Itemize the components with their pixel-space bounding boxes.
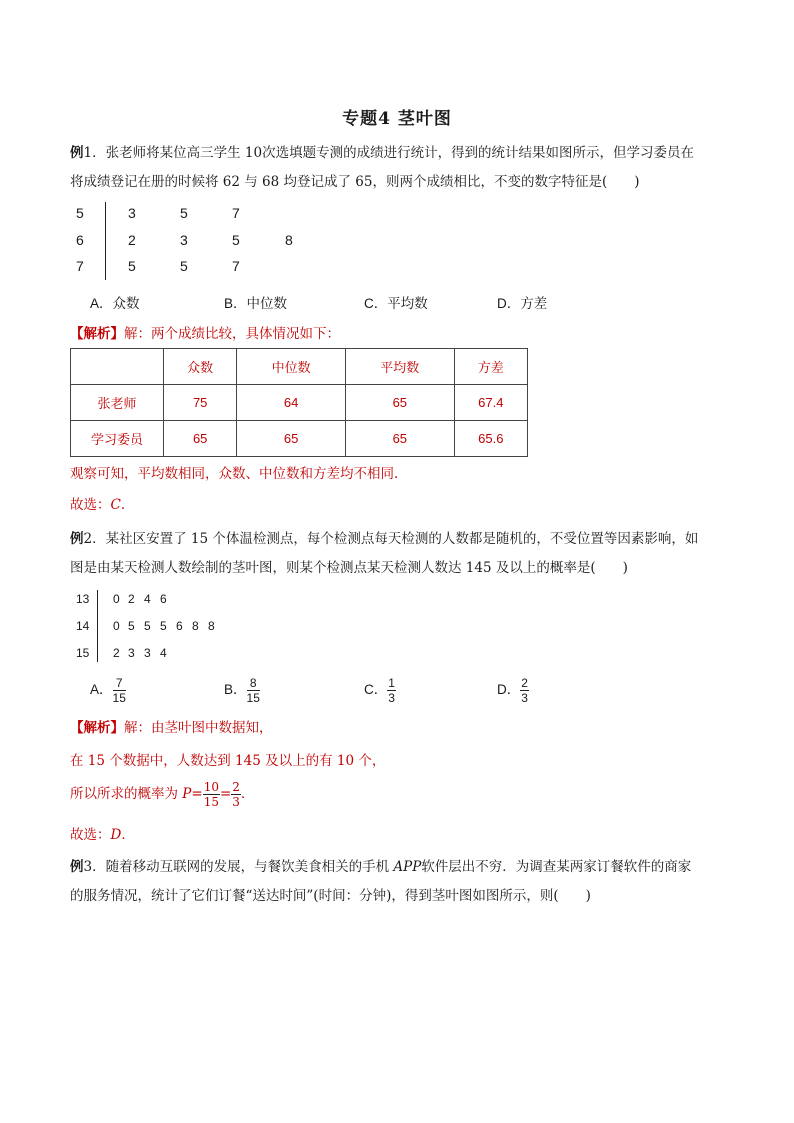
leaf: 4 <box>144 592 151 606</box>
table-cell: 65 <box>237 421 346 457</box>
table-header-cell: 众数 <box>164 349 237 385</box>
ex3-text1a: 随着移动互联网的发展，与餐饮美食相关的手机 <box>105 859 394 875</box>
leaf: 8 <box>192 619 199 633</box>
stem-divider <box>97 590 98 662</box>
stem: 7 <box>76 258 84 274</box>
ex2-analysis-line3: 在 15 个数据中，人数达到 145 及以上的有 10 个， <box>70 753 386 769</box>
line-suffix: ． <box>240 786 255 802</box>
option-label: C． <box>364 682 388 698</box>
app-term: APP <box>393 859 422 875</box>
table-header-cell: 平均数 <box>345 349 454 385</box>
leaf: 3 <box>180 232 188 248</box>
fraction-denominator: 3 <box>521 691 528 705</box>
table-cell: 65 <box>164 421 237 457</box>
ex3-text1b: 软件层出不穷．为调查某两家订餐软件的商家 <box>421 859 692 875</box>
probability-var: P <box>182 786 192 802</box>
leaf: 3 <box>128 205 136 221</box>
table-header-row <box>71 349 528 385</box>
ex1-option-a[interactable]: A．众数 <box>90 296 140 311</box>
equals-sign: = <box>219 786 232 802</box>
leaf: 8 <box>285 232 293 248</box>
ex1-question-line2: 将成绩登记在册的时候将 62 与 68 均登记成了 65，则两个成绩相比，不变的数字特征是( ) <box>70 174 640 190</box>
option-label: A． <box>90 682 113 698</box>
ex3-question-line1 <box>70 857 691 877</box>
ex2-text1: 某社区安置了 15 个体温检测点，每个检测点每天检测的人数都是随机的，不受位置等因素影响，如 <box>105 531 699 547</box>
table-cell: 65.6 <box>454 421 527 457</box>
fraction-numerator: 2 <box>521 676 528 690</box>
stem: 13 <box>76 592 90 606</box>
leaf: 7 <box>232 205 240 221</box>
fraction-denominator: 15 <box>112 691 126 705</box>
answer-letter: D <box>110 827 122 843</box>
leaf: 2 <box>113 646 120 660</box>
ex2-question-line2: 图是由某天检测人数绘制的茎叶图，则某个检测点某天检测人数达 145 及以上的概率是( ) <box>70 560 628 576</box>
probability-prefix: 所以所求的概率为 <box>70 786 183 802</box>
table-cell: 65 <box>345 421 454 457</box>
leaf: 0 <box>113 619 120 633</box>
table-cell: 学习委员 <box>71 421 164 457</box>
leaf: 0 <box>113 592 120 606</box>
leaf: 5 <box>180 205 188 221</box>
leaf: 5 <box>144 619 151 633</box>
answer-prefix: 故选： <box>70 827 111 843</box>
table-cell: 65 <box>345 385 454 421</box>
table-header-cell: 方差 <box>454 349 527 385</box>
analysis-tag: 【解析】 <box>70 326 124 342</box>
stem: 14 <box>76 619 90 633</box>
answer-letter: C <box>110 497 121 513</box>
ex3-number: 3． <box>83 859 106 875</box>
fraction-denominator: 15 <box>246 691 260 705</box>
table-cell: 张老师 <box>71 385 164 421</box>
leaf: 5 <box>180 258 188 274</box>
option-fraction <box>387 676 396 705</box>
table-header-cell <box>71 349 164 385</box>
option-fraction <box>113 676 126 705</box>
analysis-text: 解：由茎叶图中数据知， <box>124 720 273 736</box>
ex2-option-c[interactable] <box>364 676 396 705</box>
table-row <box>71 385 528 421</box>
answer-suffix: ． <box>120 497 135 513</box>
stem: 15 <box>76 646 90 660</box>
leaf: 2 <box>128 232 136 248</box>
stem-divider <box>105 202 106 280</box>
leaf: 5 <box>160 619 167 633</box>
leaf: 4 <box>160 646 167 660</box>
leaf: 5 <box>128 619 135 633</box>
leaf: 6 <box>176 619 183 633</box>
analysis-tag: 【解析】 <box>70 720 124 736</box>
leaf: 7 <box>232 258 240 274</box>
ex2-label: 例 <box>70 531 84 547</box>
fraction-numerator: 2 <box>232 780 240 794</box>
ex2-number: 2． <box>83 531 106 547</box>
ex1-option-d[interactable]: D．方差 <box>497 296 548 311</box>
option-label: D． <box>497 682 521 698</box>
ex1-option-b[interactable]: B．中位数 <box>224 296 288 311</box>
table-row <box>71 421 528 457</box>
fraction-numerator: 7 <box>113 676 126 691</box>
leaf: 2 <box>128 592 135 606</box>
ex3-question-line2: 的服务情况，统计了它们订餐“送达时间”(时间：分钟)，得到茎叶图如图所示，则( ) <box>70 888 591 904</box>
ex2-option-a[interactable] <box>90 676 126 705</box>
ex2-option-b[interactable] <box>224 676 260 705</box>
fraction-numerator: 10 <box>203 780 219 794</box>
fraction-denominator: 15 <box>203 795 219 809</box>
page-title: 专题4 茎叶图 <box>342 109 452 129</box>
stem: 6 <box>76 232 84 248</box>
ex2-analysis-line4 <box>70 780 254 809</box>
ex1-answer <box>70 495 134 515</box>
ex1-option-c[interactable]: C．平均数 <box>364 296 428 311</box>
leaf: 5 <box>232 232 240 248</box>
leaf: 5 <box>128 258 136 274</box>
table-cell: 64 <box>237 385 346 421</box>
option-label: B． <box>224 682 247 698</box>
table-cell: 75 <box>164 385 237 421</box>
fraction-denominator: 3 <box>388 691 395 705</box>
stem: 5 <box>76 205 84 221</box>
ex3-label: 例 <box>70 859 84 875</box>
fraction-numerator: 8 <box>247 676 260 691</box>
option-fraction <box>247 676 260 705</box>
ex1-question-line1 <box>70 143 694 163</box>
table-cell: 67.4 <box>454 385 527 421</box>
leaf: 3 <box>128 646 135 660</box>
leaf: 3 <box>144 646 151 660</box>
ex2-option-d[interactable] <box>497 676 529 705</box>
equals-sign: = <box>191 786 203 802</box>
answer-prefix: 故选： <box>70 497 111 513</box>
ex1-label: 例 <box>70 145 84 161</box>
probability-fraction-2 <box>231 780 241 809</box>
answer-suffix: ． <box>121 827 135 843</box>
comparison-table <box>70 348 528 457</box>
ex1-analysis <box>70 324 340 344</box>
ex1-conclusion: 观察可知，平均数相同，众数、中位数和方差均不相同． <box>70 466 408 482</box>
ex1-number: 1． <box>83 145 106 161</box>
ex1-text1: 张老师将某位高三学生 10次选填题专测的成绩进行统计，得到的统计结果如图所示，但学习委员在 <box>105 145 695 161</box>
fraction-denominator: 3 <box>232 795 240 809</box>
ex2-question-line1 <box>70 529 698 549</box>
probability-fraction-1 <box>203 780 220 809</box>
analysis-text: 解：两个成绩比较，具体情况如下： <box>124 326 340 342</box>
fraction-numerator: 1 <box>388 676 395 690</box>
option-fraction <box>520 676 529 705</box>
leaf: 8 <box>208 619 215 633</box>
ex2-analysis <box>70 718 273 738</box>
ex2-answer <box>70 825 135 845</box>
leaf: 6 <box>160 592 167 606</box>
table-header-cell: 中位数 <box>237 349 346 385</box>
